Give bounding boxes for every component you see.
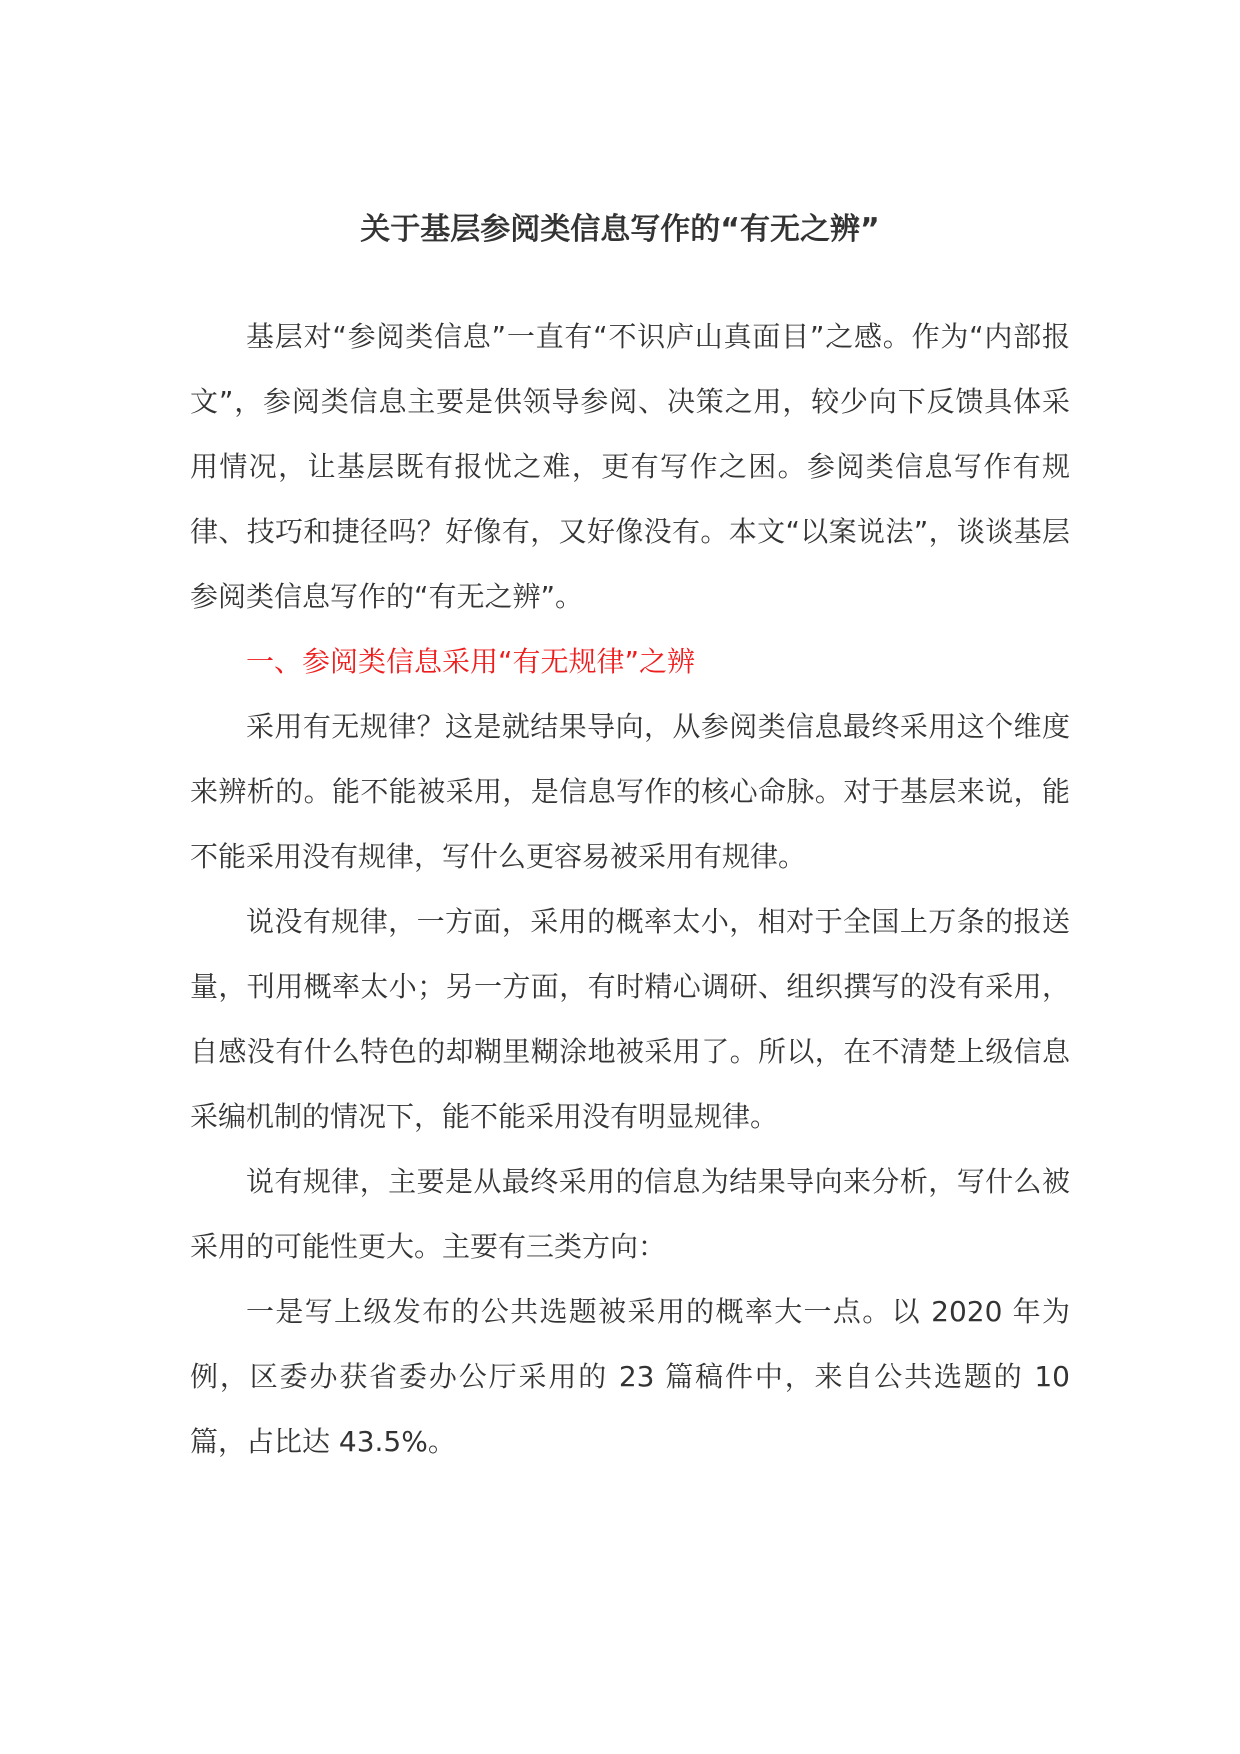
document-title: 关于基层参阅类信息写作的“有无之辨” (360, 212, 880, 247)
paragraph-adoption-rules: 采用有无规律？这是就结果导向，从参阅类信息最终采用这个维度来辨析的。能不能被采用，是信息写作的核心命脉。对于基层来说，能不能采用没有规律，写什么更容易被采用有规律。 (190, 710, 1070, 873)
paragraph-has-rules: 说有规律，主要是从最终采用的信息为结果导向来分析，写什么被采用的可能性更大。主要有三类方向： (190, 1165, 1070, 1263)
section-heading-1: 一、参阅类信息采用“有无规律”之辨 (246, 645, 696, 678)
paragraph-public-topics: 一是写上级发布的公共选题被采用的概率大一点。以 2020 年为例，区委办获省委办公厅采用的 23 篇稿件中，来自公共选题的 10 篇，占比达 43.5%。 (190, 1295, 1070, 1458)
paragraph-no-rules: 说没有规律，一方面，采用的概率太小，相对于全国上万条的报送量，刊用概率太小；另一方面，有时精心调研、组织撰写的没有采用，自感没有什么特色的却糊里糊涂地被采用了。所以，在不清楚上级信息采编机制的情况下，能不能采用没有明显规律。 (190, 905, 1070, 1133)
document-body (190, 304, 1070, 1474)
paragraph-intro: 基层对“参阅类信息”一直有“不识庐山真面目”之感。作为“内部报文”，参阅类信息主要是供领导参阅、决策之用，较少向下反馈具体采用情况，让基层既有报忧之难，更有写作之困。参阅类信息写作有规律、技巧和捷径吗？好像有，又好像没有。本文“以案说法”，谈谈基层参阅类信息写作的“有无之辨”。 (190, 320, 1070, 613)
